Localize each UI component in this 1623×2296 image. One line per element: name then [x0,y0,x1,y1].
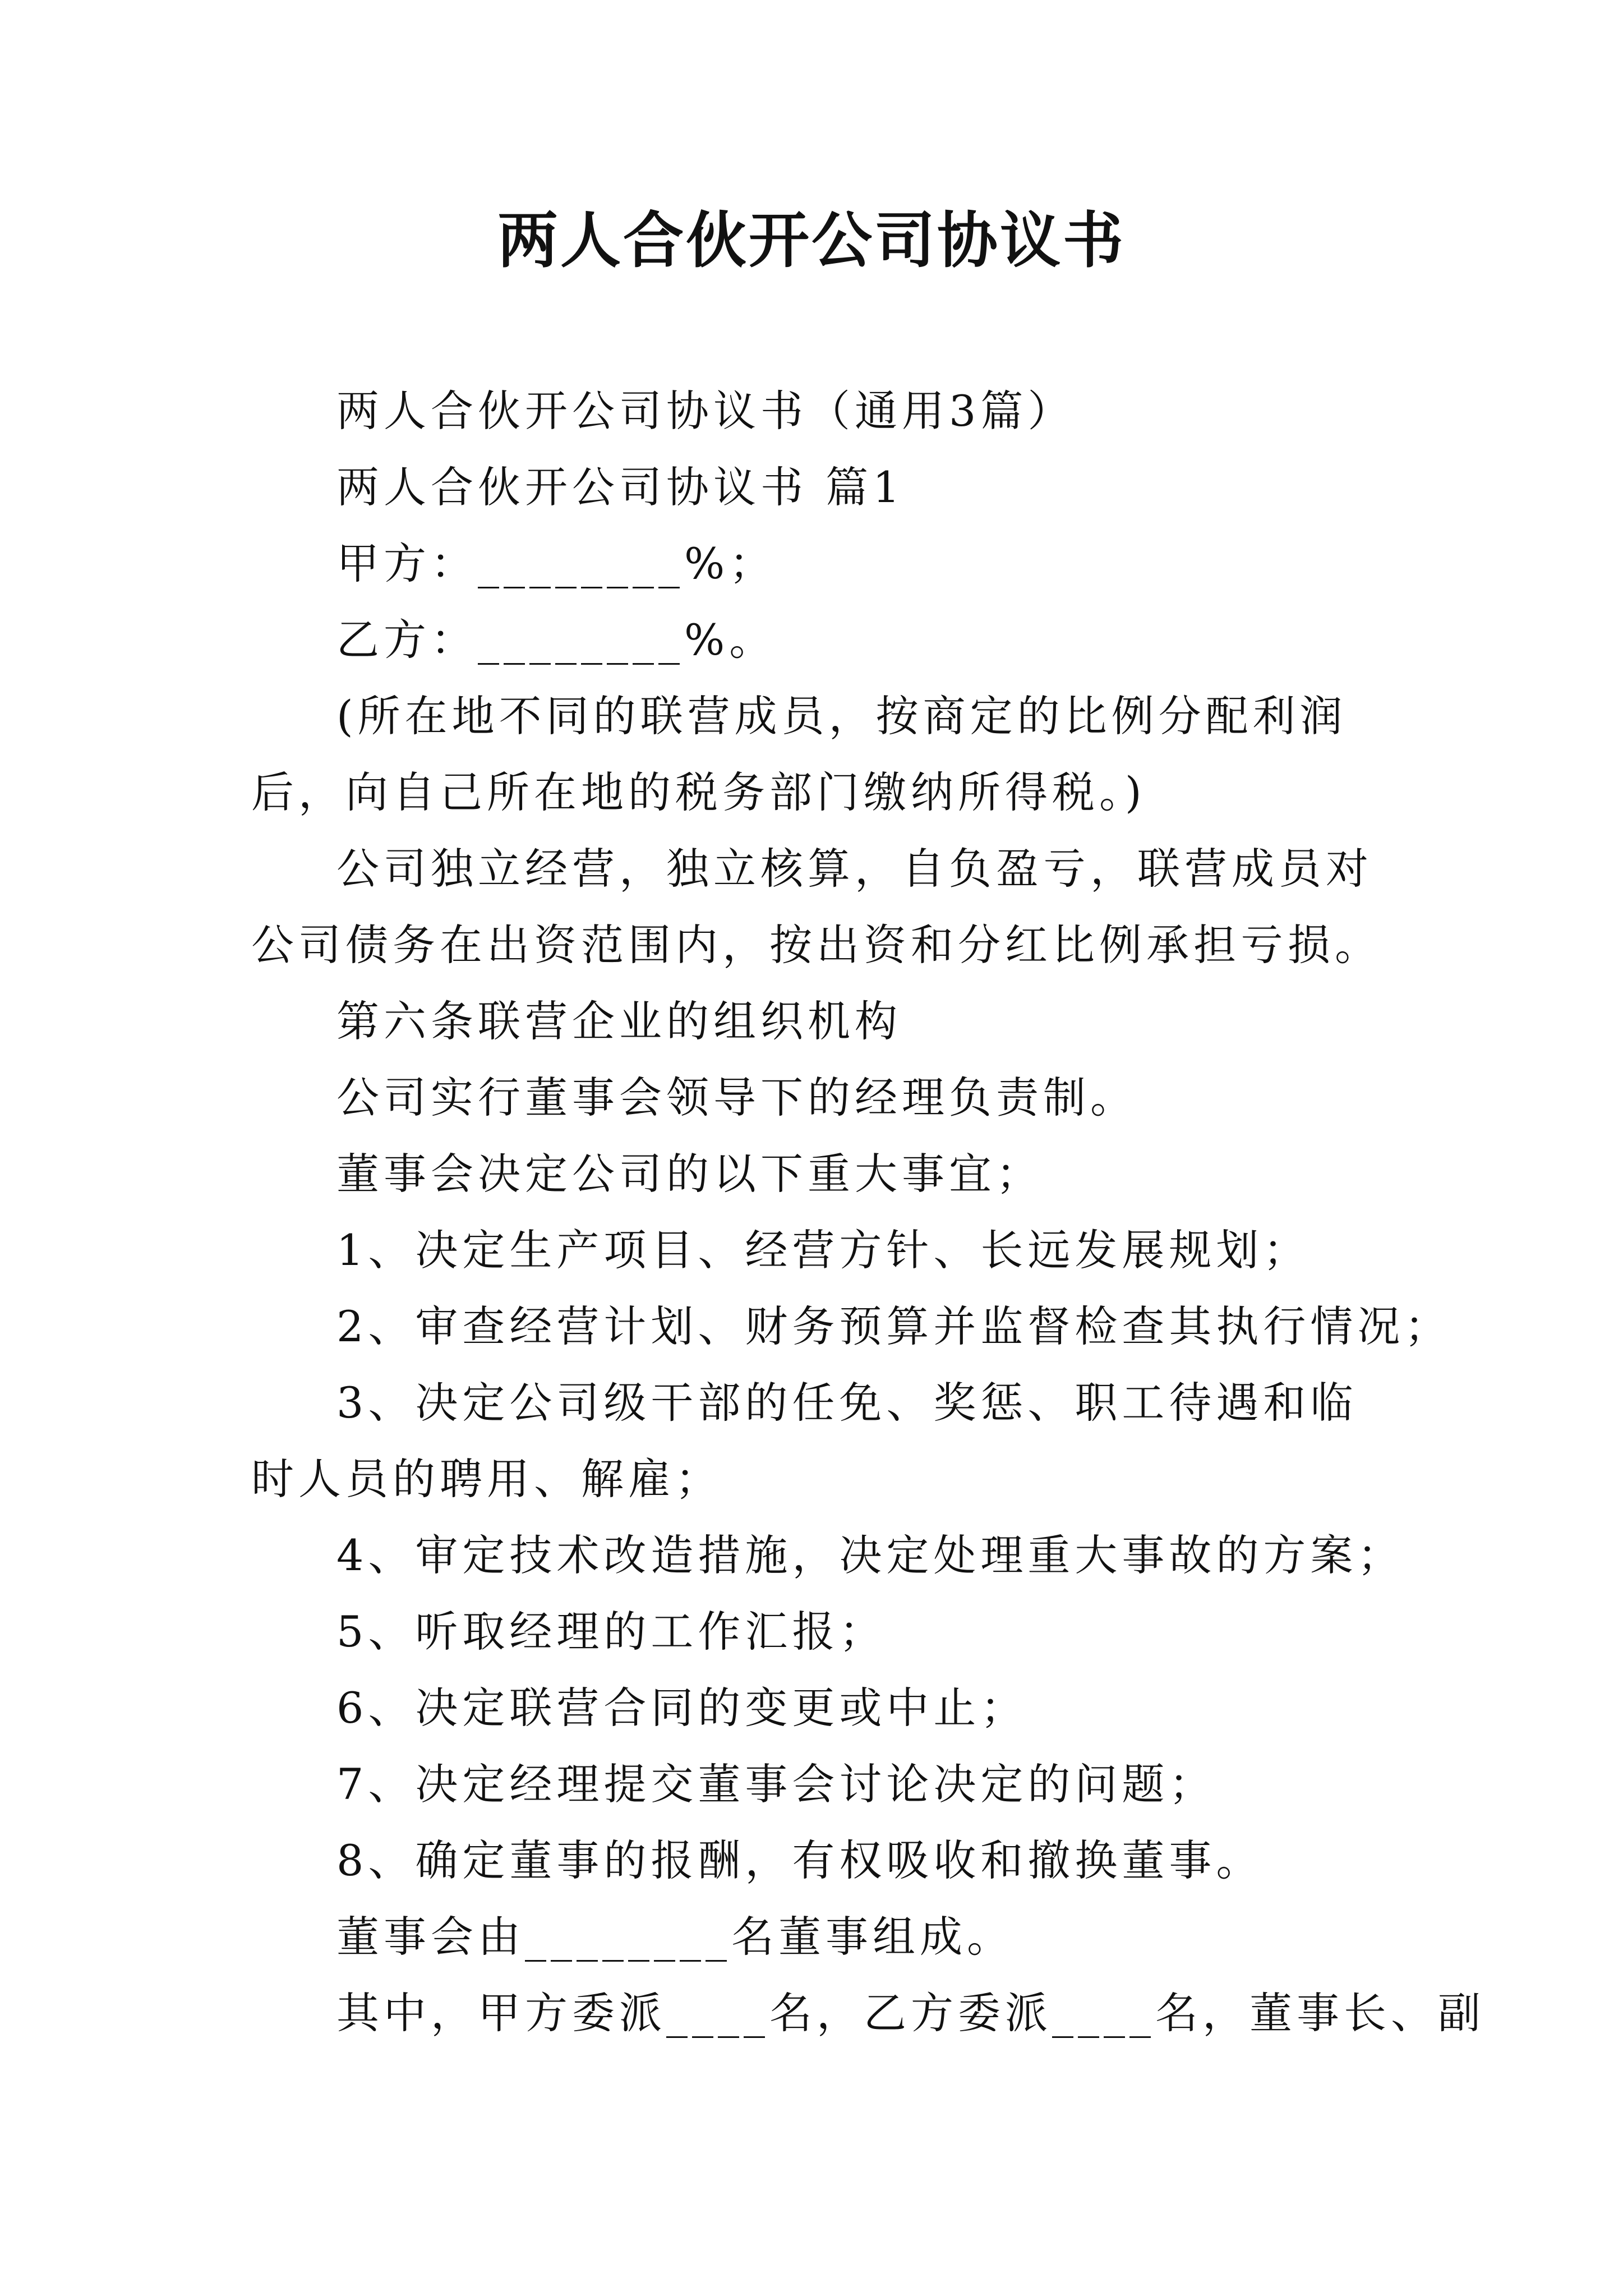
board-size-paragraph: 董事会由________名董事组成。 [336,1912,1014,1962]
document-title: 两人合伙开公司协议书 [497,206,1126,276]
party-b-line: 乙方：________%。 [336,615,777,665]
list-item-1: 1、决定生产项目、经营方针、长远发展规划； [336,1225,1311,1275]
accounting-paragraph: 公司独立经营，独立核算，自负盈亏，联营成员对公司债务在出资范围内，按出资和分红比例承担亏损。 [251,844,1382,970]
party-a-line: 甲方：________%； [336,539,777,588]
board-matters-paragraph: 董事会决定公司的以下重大事宜； [336,1149,1043,1199]
list-item-8: 8、确定董事的报酬，有权吸收和撤换董事。 [336,1835,1264,1885]
section-heading: 两人合伙开公司协议书 篇1 [336,462,905,512]
document-body [251,373,1485,2051]
list-item-2: 2、审查经营计划、财务预算并监督检查其执行情况； [336,1301,1452,1351]
list-item-3: 3、决定公司级干部的任免、奖惩、职工待遇和临时人员的聘用、解雇； [251,1378,1358,1504]
list-item-6: 6、决定联营合同的变更或中止； [336,1683,1028,1733]
list-item-5: 5、听取经理的工作汇报； [336,1607,887,1657]
management-paragraph: 公司实行董事会领导下的经理负责制。 [336,1073,1137,1122]
subtitle-paragraph: 两人合伙开公司协议书（通用3篇） [336,386,1075,436]
list-item-4: 4、审定技术改造措施，决定处理重大事故的方案； [336,1530,1405,1580]
board-appointment-paragraph: 其中，甲方委派____名，乙方委派____名，董事长、副 [336,1988,1485,2038]
tax-note-paragraph: (所在地不同的联营成员，按商定的比例分配利润后，向自己所在地的税务部门缴纳所得税。) [251,691,1347,817]
list-item-7: 7、决定经理提交董事会讨论决定的问题； [336,1759,1216,1809]
article-six-heading: 第六条联营企业的组织机构 [336,996,902,1046]
